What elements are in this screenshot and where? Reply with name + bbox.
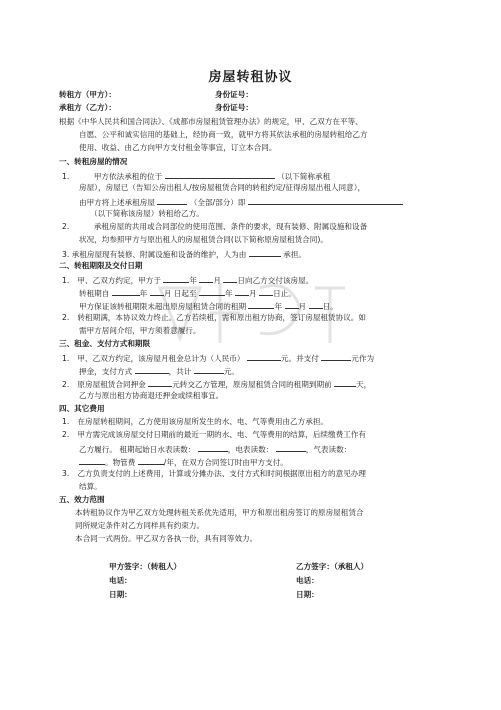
month-label: 月	[298, 302, 307, 311]
preamble-line-1: 根据《中华人民共和国合同法》、《成都市房屋租赁管理办法》的规定，甲、乙双方在平等、	[59, 117, 363, 126]
s1-item-2-line-1	[62, 222, 367, 232]
section-2-heading: 二、转租期限及交付日期	[59, 261, 143, 270]
s3-text: 押金，支付方式	[79, 367, 133, 376]
s4-text: 甲方需完成该房屋交付日期前的最近一期的水、电、气等费用的结算，后续缴费工作有	[77, 430, 366, 439]
s1-item-1-line-4: （以下简称该房屋）转租给乙方。	[90, 209, 204, 218]
s4-text: 。物管费	[105, 458, 136, 467]
electric-reading-blank	[276, 443, 306, 452]
s4-item-2-line-2	[79, 443, 351, 455]
sublessor-label: 转租方（甲方）：	[59, 90, 116, 99]
section-4-heading: 四、其它费用	[59, 404, 105, 413]
days-blank	[334, 378, 356, 387]
scope-blank	[157, 196, 187, 205]
year-blank	[163, 274, 189, 283]
rent-blank	[247, 352, 281, 361]
s2-item-1-line-2	[79, 287, 296, 299]
s1-item-1-text-d: （全部/部分）即	[189, 198, 246, 207]
section-1-heading: 一、转租房屋的情况	[59, 157, 128, 166]
s5-line-3: 本合同一式两份。甲乙双方各执一份，具有同等效力。	[75, 534, 258, 543]
s2-item-1-line-3	[79, 300, 338, 312]
item-number: 1.	[62, 417, 70, 426]
month-label: 月	[249, 289, 257, 298]
party-b-signature-label: 乙方签字：（承租人）	[296, 562, 369, 571]
year-label: 年	[274, 302, 283, 311]
s1-item-1-line-1	[62, 170, 330, 182]
s1-item-3-text-a: 3. 承租房屋现有装修、附属设施和设备的维护，人为由	[62, 250, 247, 259]
s2-text: 转租期满，本协议效力终止。乙方若续租，需和原出租方协商，签订房屋租赁协议。如	[77, 313, 366, 322]
s3-text: 甲、乙双方约定，该房屋月租金总计为（人民币）	[77, 354, 245, 363]
water-reading-blank	[198, 443, 228, 452]
s5-line-2: 同所规定条件对乙方同样具有约束力。	[75, 521, 205, 530]
day-blank	[309, 300, 323, 309]
month-blank	[199, 274, 213, 283]
s4-item-1	[62, 417, 328, 427]
item-number: 2.	[62, 430, 70, 439]
address-blank	[165, 170, 275, 179]
s1-item-1-text-c: 由甲方将上述承租房屋	[79, 198, 155, 207]
party-a-phone-label: 电话：	[109, 576, 132, 585]
document-title: 房屋转租协议	[208, 70, 293, 85]
year-label: 年	[139, 289, 148, 298]
sublessor-id-label: 身份证号：	[215, 90, 253, 99]
s5-line-1: 本转租协议作为甲乙双方处理转租关系优先适用，甲方和原出租房签订的原房屋租赁合	[75, 508, 364, 517]
item-number: 1.	[62, 354, 70, 363]
s2-item-2-line-2: 需甲方居间介绍，甲方须着意履行。	[79, 326, 201, 335]
s1-item-3	[62, 248, 306, 260]
section-5-heading: 五、效力范围	[59, 495, 105, 504]
item-number: 2.	[62, 380, 70, 389]
s2-text: 转租期自	[79, 289, 110, 298]
year-label: 年	[225, 289, 233, 298]
party-b-phone-label: 电话：	[296, 576, 319, 585]
s1-item-1-text-a: 甲方依法承租的位于	[93, 172, 163, 181]
deposit-blank	[321, 352, 351, 361]
s4-text: 乙方负责支付的上述费用，计算或分摊办法、支付方式和时间根据原出租方的意见办理	[77, 469, 366, 478]
s1-item-1-text-b: （以下简称承租	[277, 172, 331, 181]
s1-item-1-line-3	[79, 196, 403, 208]
s3-item-2-line-2: 乙方与原出租方协商退还押金或续租事宜。	[79, 391, 224, 400]
s4-text: /年，在双方合同签订时由甲方支付。	[163, 458, 288, 467]
preamble-line-2: 自愿、公平和诚实信用的基础上，经协商一致，就甲方将其依法承租的房屋转租给乙方	[79, 130, 368, 139]
s2-item-2-line-1	[62, 313, 366, 323]
s3-text: 元。并支付	[280, 354, 319, 363]
maintenance-party-blank	[249, 248, 281, 257]
s4-text: ，气表读数：	[305, 445, 352, 454]
month-label: 月	[213, 276, 221, 285]
s1-item-2-line-2: 状况，均参照甲方与原出租人的房屋租赁合同(以下简称原房屋租赁合同)。	[79, 235, 328, 244]
s4-item-3-line-2: 结算。	[79, 482, 102, 491]
orig-deposit-blank	[148, 378, 172, 387]
s3-text: 原房屋租赁合同押金	[77, 380, 146, 389]
s1-item-2-text: 承租房屋的共用或合同部位的使用范围、条件的要求，现有装修、附属设施和设备	[93, 222, 368, 231]
item-number: 2.	[62, 313, 70, 322]
item-number: 2.	[62, 222, 70, 231]
s3-item-1-line-2	[79, 365, 239, 377]
s3-item-1-line-1	[62, 352, 374, 364]
s3-item-2-line-1	[62, 378, 371, 390]
s4-text: ，电表读数：	[227, 445, 274, 454]
s2-text: 甲、乙双方约定，甲方于	[77, 276, 161, 285]
s1-item-1-line-2: 房屋），房屋已（告知公房出租人/按房屋租赁合同的转租约定/征得房屋出租人同意），	[79, 183, 366, 192]
property-fee-blank	[138, 456, 164, 465]
s2-item-1-line-1	[62, 274, 313, 286]
sublessee-label: 承租方（乙方）：	[59, 103, 116, 112]
total-blank	[194, 365, 224, 374]
s2-text: 日止。	[273, 289, 296, 298]
s4-item-3-line-1	[62, 469, 366, 479]
preamble-line-3: 使用、收益、由乙方向甲方支付租金等事宜，订立本合同。	[79, 143, 277, 152]
day-blank	[223, 274, 237, 283]
year-blank	[248, 300, 274, 309]
day-blank	[259, 287, 273, 296]
item-number: 3.	[62, 469, 70, 478]
month-blank	[150, 287, 164, 296]
month-blank	[285, 300, 299, 309]
year-blank	[199, 287, 225, 296]
s4-item-2-line-3	[79, 456, 288, 468]
month-blank	[235, 287, 249, 296]
s2-text: 日向乙方交付该房屋。	[237, 276, 314, 285]
year-label: 年	[189, 276, 197, 285]
s2-text: 日起至	[173, 289, 197, 298]
s1-item-3-text-b: 承担。	[283, 250, 306, 259]
s4-text: 在房屋转租期间，乙方使用该房屋所发生的水、电、气等费用由乙方承担。	[77, 417, 329, 426]
s3-text: 天，	[356, 380, 372, 389]
party-a-signature-label: 甲方签字：（转租人）	[109, 562, 182, 571]
payment-method-blank	[135, 365, 169, 374]
s3-text: 元转交乙方管理，原房屋租赁合同的租期到期前	[172, 380, 332, 389]
gas-reading-blank	[79, 456, 105, 465]
premises-blank	[248, 196, 403, 205]
party-b-date-label: 日期：	[296, 590, 319, 599]
item-number: 1.	[62, 276, 70, 285]
item-number: 1.	[62, 172, 70, 181]
s4-text: 乙方履行。 租期起始日水表读数：	[79, 445, 196, 454]
month-label: 月	[163, 289, 172, 298]
party-a-date-label: 日期：	[109, 590, 132, 599]
sublessee-id-label: 身份证号：	[215, 103, 253, 112]
year-blank	[112, 287, 140, 296]
s2-text: 日。	[322, 302, 338, 311]
section-3-heading: 三、租金、支付方式和期限	[59, 339, 151, 348]
s3-text: ，共计	[168, 367, 192, 376]
s3-text: 元作为	[351, 354, 375, 363]
s3-text: 元。	[223, 367, 239, 376]
s2-text: 甲方保证该转租期限未超出原房屋租赁合同的租期	[79, 302, 247, 311]
s4-item-2-line-1	[62, 430, 366, 440]
